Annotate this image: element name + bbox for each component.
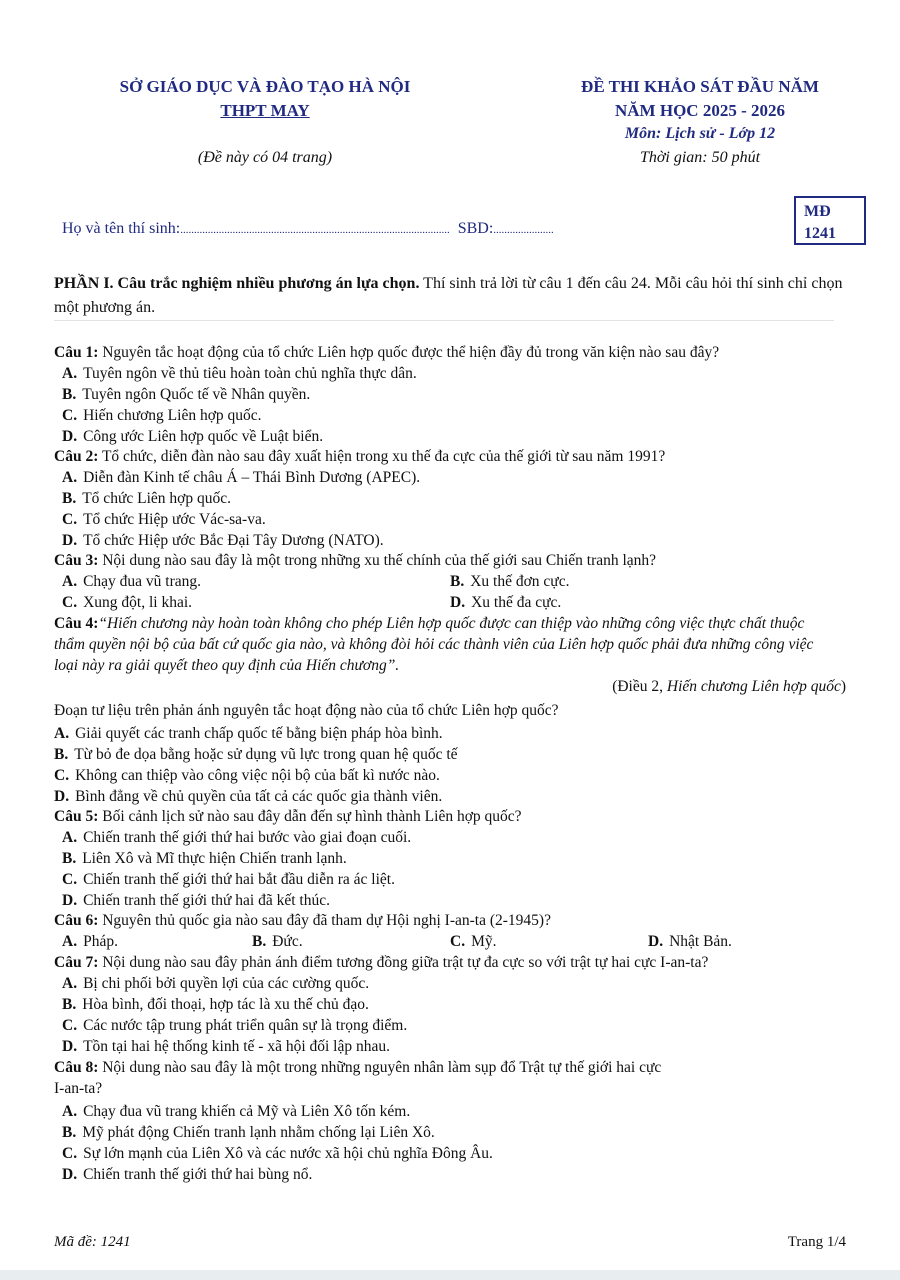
question-text: Nội dung nào sau đây là một trong những nguyên nhân làm sụp đổ Trật tự thế giới hai cực [98,1059,662,1076]
q8-option-b[interactable]: B. Mỹ phát động Chiến tranh lạnh nhằm chống lại Liên Xô. [62,1124,435,1141]
q3-option-c[interactable]: C. Xung đột, li khai. [62,594,193,611]
divider [54,320,834,321]
footer-exam-code: Mã đề: 1241 [54,1234,131,1250]
exam-code-number: 1241 [804,225,836,242]
q5-option-c[interactable]: C. Chiến tranh thế giới thứ hai bắt đầu diễn ra ác liệt. [62,871,395,888]
question-2 [54,447,844,467]
q2-option-c[interactable]: C. Tổ chức Hiệp ước Vác-sa-va. [62,511,266,528]
q4-option-d[interactable]: D. Bình đẳng về chủ quyền của tất cả các quốc gia thành viên. [54,788,443,805]
q6-option-c[interactable]: C. Mỹ. [450,933,497,950]
duration: Thời gian: 50 phút [639,149,761,166]
q8-option-a[interactable]: A. Chạy đua vũ trang khiến cả Mỹ và Liên Xô tốn kém. [62,1103,411,1120]
q3-option-a[interactable]: A. Chạy đua vũ trang. [62,573,202,590]
exam-code-box [794,196,866,245]
page-edge [0,1270,900,1280]
question-6 [54,911,844,931]
question-3 [54,551,844,571]
question-text: Nguyên thủ quốc gia nào sau đây đã tham dự Hội nghị I-an-ta (2-1945)? [98,912,551,929]
q1-option-d[interactable]: D. Công ước Liên hợp quốc về Luật biển. [62,428,324,445]
q1-option-a[interactable]: A. Tuyên ngôn về thủ tiêu hoàn toàn chủ nghĩa thực dân. [62,365,417,382]
sbd-field[interactable]: ...................... [493,224,554,236]
q2-option-b[interactable]: B. Tổ chức Liên hợp quốc. [62,490,231,507]
department-name: SỞ GIÁO DỤC VÀ ĐÀO TẠO HÀ NỘI [119,77,411,96]
q8-option-d[interactable]: D. Chiến tranh thế giới thứ hai bùng nổ. [62,1166,313,1183]
q1-option-c[interactable]: C. Hiến chương Liên hợp quốc. [62,407,262,424]
question-label: Câu 6: [54,912,99,929]
question-text: Bối cảnh lịch sử nào sau đây dẫn đến sự hình thành Liên hợp quốc? [98,808,522,825]
question-label: Câu 1: [54,344,99,361]
question-label: Câu 8: [54,1059,99,1076]
question-text: Nguyên tắc hoạt động của tổ chức Liên hợp quốc được thể hiện đầy đủ trong văn kiện nào sau đây? [98,344,720,361]
question-4-text: Đoạn tư liệu trên phản ánh nguyên tắc hoạt động nào của tổ chức Liên hợp quốc? [54,702,559,719]
exam-title: ĐỀ THI KHẢO SÁT ĐẦU NĂM [581,77,819,96]
candidate-line [62,220,554,238]
q6-option-a[interactable]: A. Pháp. [62,933,118,950]
q2-option-d[interactable]: D. Tổ chức Hiệp ước Bắc Đại Tây Dương (NATO). [62,532,384,549]
question-1 [54,343,844,363]
q1-option-b[interactable]: B. Tuyên ngôn Quốc tế về Nhân quyền. [62,386,311,403]
q7-option-b[interactable]: B. Hòa bình, đối thoại, hợp tác là xu thế chủ đạo. [62,996,369,1013]
candidate-name-field[interactable]: .................................................................................................. [180,224,450,236]
question-label: Câu 4: [54,615,99,632]
q6-option-b[interactable]: B. Đức. [252,933,303,950]
q5-option-d[interactable]: D. Chiến tranh thế giới thứ hai đã kết thúc. [62,892,330,909]
quote-source: (Điều 2, Hiến chương Liên hợp quốc) [612,678,846,695]
q7-option-d[interactable]: D. Tồn tại hai hệ thống kinh tế - xã hội đối lập nhau. [62,1038,390,1055]
q3-option-b[interactable]: B. Xu thế đơn cực. [450,573,570,590]
footer-page-number: Trang 1/4 [787,1234,846,1250]
q4-option-b[interactable]: B. Từ bỏ đe dọa bằng hoặc sử dụng vũ lực trong quan hệ quốc tế [54,746,458,763]
school-year: NĂM HỌC 2025 - 2026 [615,101,785,120]
pages-note: (Đề này có 04 trang) [197,149,333,166]
q2-option-a[interactable]: A. Diễn đàn Kinh tế châu Á – Thái Bình Dương (APEC). [62,469,421,486]
question-7 [54,953,844,973]
q4-option-a[interactable]: A. Giải quyết các tranh chấp quốc tế bằng biện pháp hòa bình. [54,725,443,742]
question-text: Nội dung nào sau đây phản ánh điểm tương đồng giữa trật tự đa cực so với trật tự hai cực I-an-ta? [98,954,709,971]
question-5 [54,807,844,827]
q7-option-a[interactable]: A. Bị chi phối bởi quyền lợi của các cường quốc. [62,975,370,992]
q5-option-b[interactable]: B. Liên Xô và Mĩ thực hiện Chiến tranh lạnh. [62,850,347,867]
quote-text: “Hiến chương này hoàn toàn không cho phép Liên hợp quốc được can thiệp vào những công việc thực chất thuộc thẩm quyền nội bộ của bất cứ quốc gia nào, và không đòi hỏi các thành viên của Liên hợp quốc phải đưa những công việc loại này ra giải quyết theo quy định của Hiến chương”. [54,615,814,674]
question-8-cont: I-an-ta? [54,1080,103,1097]
q5-option-a[interactable]: A. Chiến tranh thế giới thứ hai bước vào giai đoạn cuối. [62,829,412,846]
question-text: Tổ chức, diễn đàn nào sau đây xuất hiện trong xu thế đa cực của thế giới từ sau năm 1991? [98,448,666,465]
question-label: Câu 3: [54,552,99,569]
q8-option-c[interactable]: C. Sự lớn mạnh của Liên Xô và các nước xã hội chủ nghĩa Đông Âu. [62,1145,493,1162]
candidate-name-label: Họ và tên thí sinh: [62,220,181,237]
question-label: Câu 2: [54,448,99,465]
question-label: Câu 5: [54,808,99,825]
q3-option-d[interactable]: D. Xu thế đa cực. [450,594,562,611]
sbd-label: SBD: [457,220,494,237]
question-8 [54,1058,844,1078]
part1-heading [54,272,844,320]
question-4-quote [54,613,834,676]
part1-title: PHẦN I. Câu trắc nghiệm nhiều phương án lựa chọn. [54,275,420,292]
part1-instruction: Thí sinh trả lời từ câu 1 đến câu 24. Mỗi câu hỏi thí sinh chỉ chọn một phương án. [54,275,843,316]
question-label: Câu 7: [54,954,99,971]
q4-option-c[interactable]: C. Không can thiệp vào công việc nội bộ của bất kì nước nào. [54,767,440,784]
q6-option-d[interactable]: D. Nhật Bản. [648,933,732,950]
q7-option-c[interactable]: C. Các nước tập trung phát triển quân sự là trọng điểm. [62,1017,408,1034]
school-name: THPT MAY [220,101,310,120]
exam-code-label: MĐ [804,203,831,220]
question-text: Nội dung nào sau đây là một trong những xu thế chính của thế giới sau Chiến tranh lạnh? [98,552,657,569]
subject: Môn: Lịch sử - Lớp 12 [624,125,776,142]
